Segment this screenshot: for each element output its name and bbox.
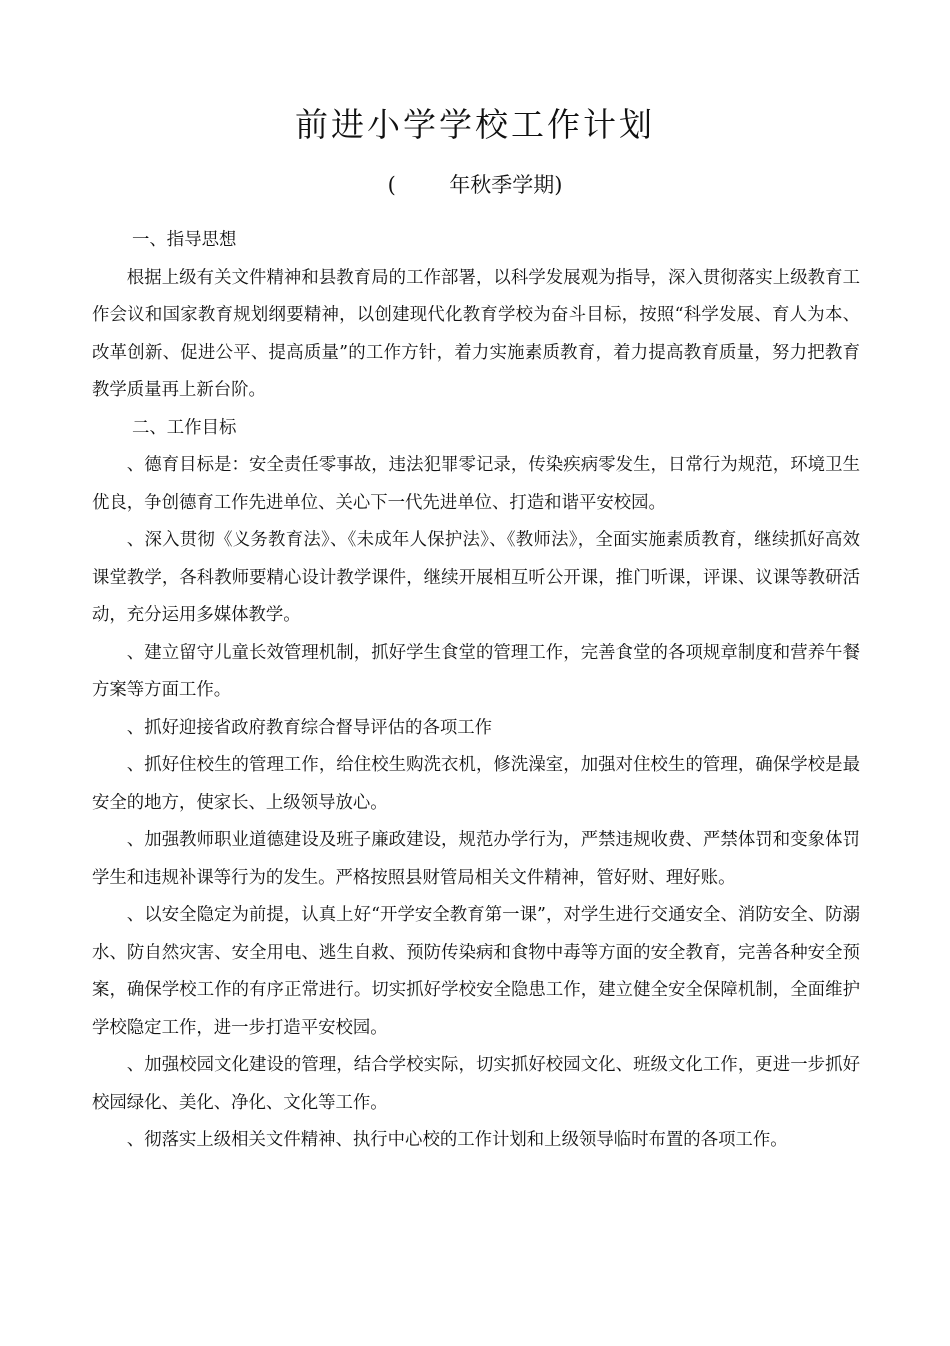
section-heading-work-goals: 二、工作目标 xyxy=(132,417,237,438)
paragraph-guiding-ideology: 根据上级有关文件精神和县教育局的工作部署，以科学发展观为指导，深入贯彻落实上级教育工作会议和国家教育规划纲要精神，以创建现代化教育学校为奋斗目标，按照“科学发展、育人为本、改革创新、促进公平、提高质量”的工作方针，着力实施素质教育，着力提高教育质量，努力把教育教学质量再上新台阶。 xyxy=(92,267,860,400)
section-heading-guiding-ideology: 一、指导思想 xyxy=(132,230,237,250)
paragraph-boarding-students: 、抓好住校生的管理工作，给住校生购洗衣机，修洗澡室，加强对住校生的管理，确保学校是最安全的地方，使家长、上级领导放心。 xyxy=(92,755,860,813)
paragraph-safety-education: 、以安全隐定为前提，认真上好“开学安全教育第一课”，对学生进行交通安全、消防安全、防溺水、防自然灾害、安全用电、逃生自救、预防传染病和食物中毒等方面的安全教育，完善各种安全预案，确保学校工作的有序正常进行。切实抓好学校安全隐患工作，建立健全安全保障机制，全面维护学校隐定工作，进一步打造平安校园。 xyxy=(92,905,860,1038)
document-body xyxy=(92,222,860,1160)
paragraph-implement-instructions: 、彻落实上级相关文件精神、执行中心校的工作计划和上级领导临时布置的各项工作。 xyxy=(126,1130,788,1150)
paragraph-campus-culture: 、加强校园文化建设的管理，结合学校实际，切实抓好校园文化、班级文化工作，更进一步抓好校园绿化、美化、净化、文化等工作。 xyxy=(92,1055,860,1113)
paragraph-left-behind-children: 、建立留守儿童长效管理机制，抓好学生食堂的管理工作，完善食堂的各项规章制度和营养午餐方案等方面工作。 xyxy=(92,642,860,700)
paragraph-moral-education-goal: 、德育目标是：安全责任零事故，违法犯罪零记录，传染疾病零发生，日常行为规范，环境卫生优良，争创德育工作先进单位、关心下一代先进单位、打造和谐平安校园。 xyxy=(92,455,860,513)
paragraph-quality-education: 、深入贯彻《义务教育法》、《未成年人保护法》、《教师法》，全面实施素质教育，继续抓好高效课堂教学，各科教师要精心设计教学课件，继续开展相互听公开课，推门听课，评课、议课等教研活动，充分运用多媒体教学。 xyxy=(92,530,860,625)
paragraph-inspection-evaluation: 、抓好迎接省政府教育综合督导评估的各项工作 xyxy=(126,717,493,738)
paragraph-teacher-ethics: 、加强教师职业道德建设及班子廉政建设，规范办学行为，严禁违规收费、严禁体罚和变象体罚学生和违规补课等行为的发生。严格按照县财管局相关文件精神，管好财、理好账。 xyxy=(92,830,860,888)
document-title: 前进小学学校工作计划 xyxy=(295,105,655,144)
document-subtitle: ( 年秋季学期) xyxy=(387,173,563,197)
